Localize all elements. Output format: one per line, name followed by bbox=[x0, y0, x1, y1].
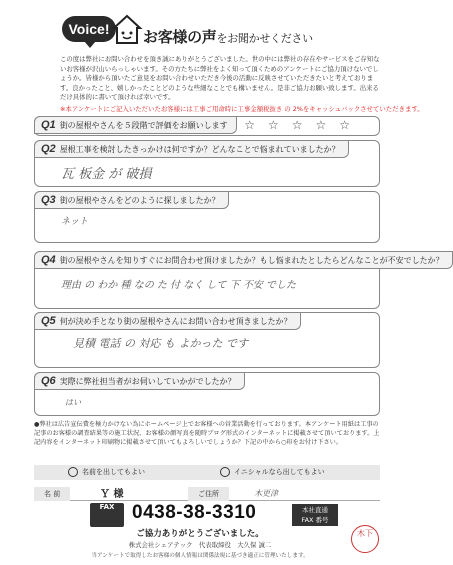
name-consent-label: 名前を出してもよい bbox=[82, 468, 145, 476]
question-label bbox=[34, 191, 229, 209]
fax-icon-label: FAX bbox=[99, 503, 115, 511]
title-suffix: をお聞かせください bbox=[216, 32, 313, 45]
question-label bbox=[34, 140, 349, 158]
name-consent-option[interactable] bbox=[68, 465, 145, 480]
title-main: お客様の声 bbox=[143, 28, 217, 46]
question-number: Q1 bbox=[41, 119, 56, 131]
initial-consent-option[interactable] bbox=[220, 465, 325, 480]
answer-text[interactable]: 理由 の わか 種 なの た 付 なく して 下 不安 でした bbox=[61, 280, 296, 291]
fax-badge-line1: 本社直通 bbox=[302, 506, 328, 514]
fax-number: 0438-38-3310 bbox=[132, 502, 257, 523]
question-text: 実際に弊社担当者がお伺いしていかがでしたか？ bbox=[59, 377, 236, 386]
question-number: Q6 bbox=[41, 375, 56, 387]
question-label bbox=[34, 116, 237, 134]
rating-stars[interactable]: ☆☆☆☆☆ bbox=[244, 118, 363, 132]
fax-badge-line2: FAX 番号 bbox=[301, 516, 329, 524]
option-circle[interactable] bbox=[68, 467, 78, 477]
question-number: Q5 bbox=[41, 315, 56, 327]
company-name: 株式会社シェアテック 代表取締役 大久保 誠二 bbox=[128, 541, 272, 549]
question-number: Q3 bbox=[41, 194, 56, 206]
fax-badge bbox=[292, 504, 338, 526]
question-6 bbox=[34, 372, 380, 416]
page-title bbox=[143, 26, 313, 47]
answer-text[interactable]: 瓦 板金 が 破損 bbox=[61, 167, 152, 182]
address-label: ご住所 bbox=[188, 487, 229, 501]
question-label bbox=[34, 372, 245, 390]
answer-text[interactable]: ネット bbox=[61, 217, 89, 227]
question-text: 何が決め手となり街の屋根やさんにお問い合わせ頂きましたか？ bbox=[59, 317, 292, 326]
intro-note: ※本アンケートにご記入いただいたお客様には工事ご用命時に工事金額税抜き の 2%をキャッシュバックさせていただきます。 bbox=[60, 105, 424, 113]
footer-note: ●弊社は広告宣伝費を極力かけない為にホームページ上でお客様への営業活動を行っております。本アンケート用紙は工事の記事のお客様の調査結果等の施工状況、お客様の顔写真を随時ブログ形式のインターネットに掲載させて頂いております。上記内容をインターネット印刷物に掲載させて頂いてもよろしいでしょうか？下記の中から○印をお付け下さい。 bbox=[34, 421, 380, 446]
house-icon bbox=[112, 14, 142, 46]
name-label: 名 前 bbox=[34, 487, 70, 501]
question-number: Q2 bbox=[41, 143, 56, 155]
question-number: Q4 bbox=[41, 254, 56, 266]
question-2 bbox=[34, 140, 380, 187]
privacy-note: 当アンケートで取得したお客様の個人情報は関係法規に基づき適正に管理いたします。 bbox=[91, 553, 309, 559]
fax-icon bbox=[90, 503, 124, 527]
question-text: 街の屋根やさんを知りすぐにお問合わせ頂けましたか？もし悩まれたとしたらどんなことが不安でしたか？ bbox=[59, 256, 444, 265]
address-field[interactable]: 木更津 bbox=[254, 489, 278, 498]
question-text: 街の屋根やさんを５段階で評価をお願いします bbox=[59, 121, 228, 130]
question-label bbox=[34, 312, 301, 330]
intro-text: この度は弊社にお問い合わせを頂き誠にありがとうございました。世の中には弊社の存在やサービスをご存知ないお客様が沢山いらっしゃいます。その方たちに弊社をよく知って頂くためのアンケートにご協力頂けないでしょうか。皆様から頂いたご意見をお問い合わせいただき今後の活動に反映させていただきたいと考えております。良かったこと、嬉しかったことどのような些細なことでも構いません。是非ご協力お願い致します。出来るだけ具体的に書いて頂ければ幸いです。 bbox=[60, 55, 380, 101]
name-field[interactable]: Ｙ 様 bbox=[100, 489, 124, 500]
consent-options bbox=[34, 465, 380, 480]
question-text: 街の屋根やさんをどのように探しましたか？ bbox=[59, 196, 220, 205]
question-label bbox=[34, 251, 453, 269]
voice-badge: Voice! bbox=[62, 16, 116, 42]
option-circle[interactable] bbox=[220, 467, 230, 477]
hanko-seal: 木下 bbox=[351, 525, 379, 553]
question-5 bbox=[34, 312, 380, 368]
answer-text[interactable]: 見積 電話 の 対応 も よかった です bbox=[73, 337, 248, 350]
answer-text[interactable]: はい bbox=[65, 398, 81, 407]
question-3 bbox=[34, 191, 380, 243]
customer-fields bbox=[34, 485, 380, 501]
thanks-text: ご協力ありがとうございました。 bbox=[136, 529, 264, 539]
initial-consent-label: イニシャルなら出してもよい bbox=[234, 468, 325, 476]
question-text: 屋根工事を検討したきっかけは何ですか？どんなことで悩まれていましたか？ bbox=[59, 145, 340, 154]
fax-contact bbox=[34, 503, 380, 527]
question-1 bbox=[34, 116, 380, 136]
question-4 bbox=[34, 251, 444, 309]
